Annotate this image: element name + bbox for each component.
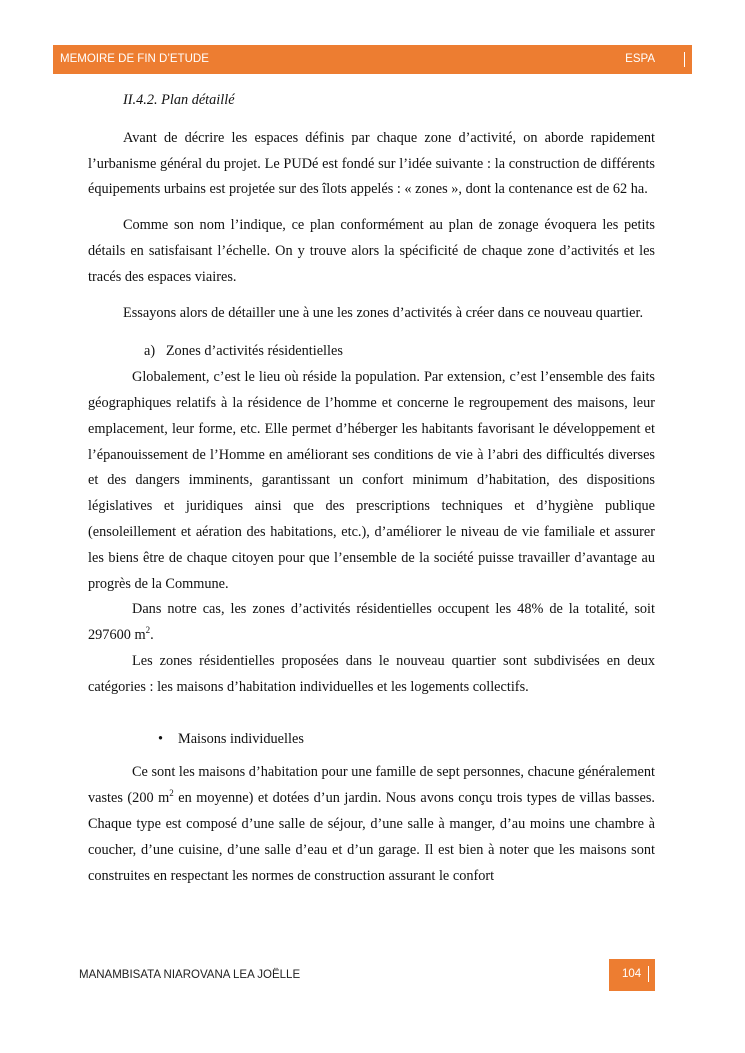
share-exponent: 2 [145, 625, 151, 636]
houses-exponent: 2 [169, 788, 174, 799]
share-text: Dans notre cas, les zones d’activités résidentielles occupent les 48% de la totalité, soit 297600 m [88, 601, 655, 644]
page-header [53, 45, 692, 74]
houses-text-1: Ce sont les maisons d’habitation pour une famille de sept personnes, chacune généralement vastes (200 m [88, 764, 655, 807]
share-end: . [150, 627, 154, 644]
paragraph-zones: Essayons alors de détailler une à une les zones d’activités à créer dans ce nouveau quartier. [123, 304, 644, 321]
subheading-residential: a) Zones d’activités résidentielles [144, 343, 343, 360]
header-school: ESPA [625, 53, 655, 65]
paragraph-share [88, 597, 655, 649]
document-body [88, 88, 655, 889]
paragraph-categories: Les zones résidentielles proposées dans le nouveau quartier sont subdivisées en deux catégories : les maisons d’habitation individuelles et les logements collectifs. [88, 652, 655, 695]
page-number: 104 [622, 968, 642, 980]
footer-author: MANAMBISATA NIAROVANA LEA JOËLLE [79, 969, 301, 981]
header-title: MEMOIRE DE FIN D’ETUDE [60, 53, 209, 65]
paragraph-residential: Globalement, c’est le lieu où réside la population. Par extension, c’est l’ensemble des faits géographiques relatifs à la résidence de l’homme et concerne le regroupement des maisons, leur emplacement, leur forme, etc. Elle permet d’héberger les habitants favorisant le développement et l’épanouissement de l’Homme en améliorant ses conditions de vie à l’abri des difficultés diverses et des dangers imminents, garantissant un confort minimum d’habitation, des dispositions législatives et juridiques ainsi que des prescriptions techniques et d’hygiène publique (ensoleillement et aération des habitations, etc.), d’améliorer le niveau de vie familiale et assurer les biens être de chaque citoyen pour que l’ensemble de la société puisse travailler d’avantage au progrès de la Commune. [88, 369, 655, 592]
page-number-box [609, 959, 655, 991]
paragraph-plan: Comme son nom l’indique, ce plan conformément au plan de zonage évoquera les petits détails en satisfaisant l’échelle. On y trouve alors la spécificité de chaque zone d’activités et les tracés des espaces viaires. [88, 217, 655, 285]
paragraph-houses [88, 760, 655, 889]
paragraph-intro: Avant de décrire les espaces définis par chaque zone d’activité, on aborde rapidement l’urbanisme général du projet. Le PUDé est fondé sur l’idée suivante : la construction de différents équipements urbains est projetée sur des îlots appelés : « zones », dont la contenance est de 62 ha. [88, 129, 655, 198]
houses-text-2: en moyenne) et dotées d’un jardin. Nous avons conçu trois types de villas basses. Chaque type est composé d’une salle de séjour, d’une salle à manger, d’au moins une chambre à coucher, d’une cuisine, d’une salle d’eau et d’un garage. Il est bien à noter que les maisons sont construites en respectant les normes de construction assurant le confort [88, 790, 655, 884]
bullet-icon: • [158, 730, 164, 747]
bullet-item [88, 727, 655, 753]
header-divider [684, 52, 685, 67]
page-number-divider [648, 966, 649, 982]
bullet-label: Maisons individuelles [178, 730, 304, 747]
section-heading: II.4.2. Plan détaillé [123, 92, 235, 108]
